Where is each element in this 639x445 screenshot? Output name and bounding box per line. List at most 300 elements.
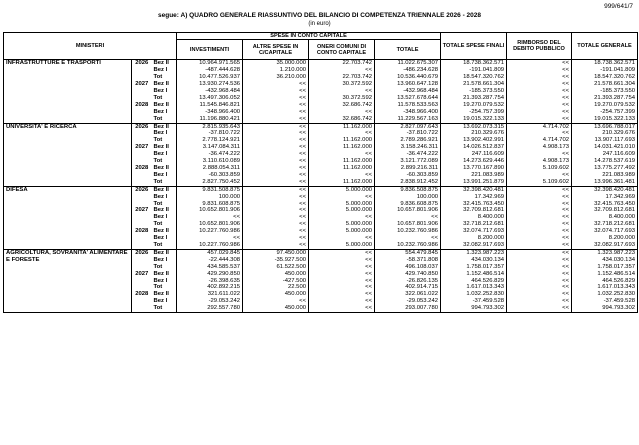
- value-cell: 1.210.000: [243, 67, 309, 74]
- value-cell: <<: [507, 214, 572, 221]
- value-cell: 5.109.602: [507, 179, 572, 186]
- value-cell: <<: [309, 298, 375, 305]
- header-ministeri: MINISTERI: [4, 33, 177, 60]
- value-cell: -432.968.484: [177, 88, 243, 95]
- value-cell: <<: [507, 221, 572, 228]
- value-cell: 10.227.760.986: [177, 242, 243, 249]
- value-cell: -427.500: [243, 278, 309, 285]
- value-cell: 1.152.486.514: [572, 271, 638, 278]
- header-totale: TOTALE: [375, 40, 441, 60]
- value-cell: 13.930.274.536: [177, 81, 243, 88]
- value-cell: <<: [309, 67, 375, 74]
- value-cell: 10.232.760.986: [375, 242, 441, 249]
- value-cell: 21.578.661.304: [441, 81, 507, 88]
- value-cell: 3.147.084.311: [177, 144, 243, 151]
- value-cell: <<: [243, 165, 309, 172]
- value-cell: <<: [243, 95, 309, 102]
- value-cell: <<: [507, 74, 572, 81]
- value-cell: 429.740.850: [375, 271, 441, 278]
- value-cell: 19.270.079.532: [572, 102, 638, 109]
- value-cell: 18.547.320.762: [572, 74, 638, 81]
- value-cell: 247.116.609: [441, 151, 507, 158]
- value-cell: 30.372.592: [309, 81, 375, 88]
- row-type: Tot: [152, 74, 177, 81]
- value-cell: 464.526.829: [441, 278, 507, 285]
- value-cell: 14.026.512.837: [441, 144, 507, 151]
- row-type: Tot: [152, 284, 177, 291]
- ministry-name: AGRICOLTURA, SOVRANITA' ALIMENTARE E FORESTE: [4, 249, 132, 312]
- value-cell: 61.522.500: [243, 264, 309, 271]
- value-cell: -35.927.500: [243, 257, 309, 264]
- value-cell: <<: [243, 123, 309, 130]
- value-cell: 450.000: [243, 271, 309, 278]
- ministry-name: UNIVERSITA' E RICERCA: [4, 123, 132, 186]
- row-type: Bez I: [152, 278, 177, 285]
- value-cell: <<: [243, 109, 309, 116]
- value-cell: 11.022.675.307: [375, 60, 441, 67]
- value-cell: <<: [507, 102, 572, 109]
- value-cell: 457.029.845: [177, 249, 243, 256]
- row-type: Bez I: [152, 172, 177, 179]
- value-cell: <<: [243, 102, 309, 109]
- value-cell: -36.474.222: [177, 151, 243, 158]
- year-cell: [132, 74, 152, 81]
- value-cell: 2.778.124.921: [177, 137, 243, 144]
- value-cell: 3.121.772.089: [375, 158, 441, 165]
- year-cell: [132, 257, 152, 264]
- year-cell: 2026: [135, 60, 149, 67]
- value-cell: 32.709.812.681: [441, 207, 507, 214]
- year-cell: 2027: [135, 270, 149, 277]
- header-investimenti: INVESTIMENTI: [177, 40, 243, 60]
- table-row: [4, 186, 638, 193]
- value-cell: 1.617.013.343: [441, 284, 507, 291]
- value-cell: <<: [243, 137, 309, 144]
- value-cell: -487.444.628: [177, 67, 243, 74]
- year-cell: [132, 298, 152, 305]
- value-cell: 13.996.361.481: [572, 179, 638, 186]
- value-cell: -348.966.400: [177, 109, 243, 116]
- row-type: Bez II: [152, 249, 177, 256]
- value-cell: -26.826.135: [375, 278, 441, 285]
- value-cell: 11.196.880.421: [177, 116, 243, 123]
- header-totale-spese-finali: TOTALE SPESE FINALI: [441, 33, 507, 60]
- value-cell: 32.074.717.693: [572, 228, 638, 235]
- value-cell: 22.703.742: [309, 74, 375, 81]
- value-cell: <<: [309, 194, 375, 201]
- value-cell: 100.000: [177, 194, 243, 201]
- value-cell: 9.831.608.875: [177, 201, 243, 208]
- value-cell: 5.000.000: [309, 201, 375, 208]
- year-cell: [132, 305, 152, 312]
- value-cell: <<: [309, 172, 375, 179]
- value-cell: -36.474.222: [375, 151, 441, 158]
- value-cell: 11.162.000: [309, 179, 375, 186]
- year-cell: 2027: [135, 207, 149, 214]
- value-cell: <<: [507, 298, 572, 305]
- value-cell: 2.827.750.452: [177, 179, 243, 186]
- table-row: [4, 60, 638, 67]
- value-cell: 8.400.000: [572, 214, 638, 221]
- value-cell: 10.536.440.679: [375, 74, 441, 81]
- value-cell: 21.393.287.754: [572, 95, 638, 102]
- header-totale-generale: TOTALE GENERALE: [572, 33, 638, 60]
- year-cell: [132, 158, 152, 165]
- year-cell: [132, 194, 152, 201]
- value-cell: 210.329.676: [572, 130, 638, 137]
- value-cell: 10.964.971.565: [177, 60, 243, 67]
- value-cell: 10.477.526.937: [177, 74, 243, 81]
- value-cell: 32.398.420.481: [572, 186, 638, 193]
- year-cell: 2026: [135, 186, 149, 193]
- value-cell: <<: [243, 214, 309, 221]
- value-cell: -37.810.722: [375, 130, 441, 137]
- value-cell: -348.966.400: [375, 109, 441, 116]
- value-cell: 1.758.017.357: [572, 264, 638, 271]
- value-cell: 32.718.212.681: [441, 221, 507, 228]
- row-type: Bez II: [152, 207, 177, 214]
- value-cell: <<: [309, 264, 375, 271]
- row-type: Bez I: [152, 109, 177, 116]
- value-cell: 22.703.742: [309, 60, 375, 67]
- value-cell: 3.110.610.089: [177, 158, 243, 165]
- year-cell: 2028: [135, 228, 149, 235]
- year-cell: [132, 235, 152, 242]
- value-cell: 4.908.173: [507, 144, 572, 151]
- year-cell: [132, 95, 152, 102]
- value-cell: 19.015.322.133: [572, 116, 638, 123]
- row-type: Bez II: [152, 271, 177, 278]
- value-cell: <<: [507, 271, 572, 278]
- value-cell: <<: [243, 298, 309, 305]
- value-cell: <<: [507, 257, 572, 264]
- value-cell: 2.899.216.311: [375, 165, 441, 172]
- value-cell: 14.273.629.446: [441, 158, 507, 165]
- value-cell: 32.082.917.693: [572, 242, 638, 249]
- value-cell: 1.032.252.830: [441, 291, 507, 298]
- value-cell: 10.232.760.986: [375, 228, 441, 235]
- value-cell: 434.030.134: [572, 257, 638, 264]
- value-cell: <<: [507, 172, 572, 179]
- year-cell: [132, 130, 152, 137]
- value-cell: <<: [507, 130, 572, 137]
- value-cell: <<: [507, 284, 572, 291]
- value-cell: <<: [507, 235, 572, 242]
- value-cell: <<: [309, 235, 375, 242]
- value-cell: -191.041.809: [441, 67, 507, 74]
- value-cell: <<: [243, 186, 309, 193]
- row-type: Bez I: [152, 298, 177, 305]
- header-oneri-comuni: ONERI COMUNI DI CONTO CAPITALE: [309, 40, 375, 60]
- row-type: Bez I: [152, 151, 177, 158]
- value-cell: 210.329.676: [441, 130, 507, 137]
- value-cell: 1.323.987.223: [572, 249, 638, 256]
- value-cell: 2.838.912.452: [375, 179, 441, 186]
- row-type: Bez II: [152, 186, 177, 193]
- value-cell: 496.108.037: [375, 264, 441, 271]
- value-cell: <<: [309, 88, 375, 95]
- value-cell: <<: [177, 235, 243, 242]
- value-cell: <<: [507, 278, 572, 285]
- value-cell: 13.692.073.315: [441, 123, 507, 130]
- value-cell: 32.415.763.450: [441, 201, 507, 208]
- table-row: [4, 249, 638, 256]
- title-text: segue: A) QUADRO GENERALE RIASSUNTIVO DEL BILANCIO DI COMPETENZA TRIENNALE 2026 - 2028: [158, 12, 481, 19]
- year-cell: [132, 109, 152, 116]
- value-cell: 13.775.277.492: [572, 165, 638, 172]
- value-cell: 434.030.134: [441, 257, 507, 264]
- value-cell: 221.083.989: [572, 172, 638, 179]
- value-cell: 247.116.609: [572, 151, 638, 158]
- value-cell: 13.907.117.693: [572, 137, 638, 144]
- value-cell: 1.617.013.343: [572, 284, 638, 291]
- value-cell: <<: [507, 116, 572, 123]
- value-cell: <<: [243, 179, 309, 186]
- value-cell: 11.162.000: [309, 158, 375, 165]
- value-cell: 10.657.801.906: [375, 207, 441, 214]
- value-cell: 18.738.362.571: [572, 60, 638, 67]
- value-cell: 18.547.320.762: [441, 74, 507, 81]
- value-cell: 32.686.742: [309, 116, 375, 123]
- value-cell: 9.836.608.875: [375, 201, 441, 208]
- value-cell: 2.827.097.643: [375, 123, 441, 130]
- value-cell: -26.398.635: [177, 278, 243, 285]
- year-cell: [132, 116, 152, 123]
- value-cell: 450.000: [243, 305, 309, 312]
- value-cell: 5.000.000: [309, 221, 375, 228]
- row-type: Bez II: [152, 102, 177, 109]
- value-cell: <<: [243, 88, 309, 95]
- year-cell: [132, 179, 152, 186]
- row-type: Bez II: [152, 291, 177, 298]
- value-cell: 32.718.212.681: [572, 221, 638, 228]
- value-cell: 2.888.054.311: [177, 165, 243, 172]
- value-cell: 13.696.788.017: [572, 123, 638, 130]
- row-type: Tot: [152, 221, 177, 228]
- value-cell: 8.200.000: [572, 235, 638, 242]
- value-cell: <<: [309, 291, 375, 298]
- value-cell: <<: [309, 214, 375, 221]
- value-cell: 5.109.602: [507, 165, 572, 172]
- value-cell: <<: [243, 194, 309, 201]
- value-cell: <<: [507, 109, 572, 116]
- value-cell: 9.831.508.875: [177, 186, 243, 193]
- year-cell: 2027: [135, 81, 149, 88]
- row-type: Tot: [152, 242, 177, 249]
- value-cell: 13.991.251.879: [441, 179, 507, 186]
- value-cell: <<: [243, 116, 309, 123]
- value-cell: <<: [243, 158, 309, 165]
- value-cell: 994.793.302: [441, 305, 507, 312]
- value-cell: <<: [243, 228, 309, 235]
- value-cell: -185.373.550: [441, 88, 507, 95]
- value-cell: -58.371.808: [375, 257, 441, 264]
- value-cell: <<: [309, 151, 375, 158]
- value-cell: 13.902.402.991: [441, 137, 507, 144]
- value-cell: <<: [309, 249, 375, 256]
- value-cell: -37.810.722: [177, 130, 243, 137]
- value-cell: <<: [507, 95, 572, 102]
- value-cell: 11.578.533.563: [375, 102, 441, 109]
- row-type: Tot: [152, 264, 177, 271]
- value-cell: <<: [309, 109, 375, 116]
- year-cell: 2026: [135, 123, 149, 130]
- value-cell: 4.714.702: [507, 137, 572, 144]
- value-cell: -37.459.528: [572, 298, 638, 305]
- value-cell: 32.074.717.693: [441, 228, 507, 235]
- row-type: Tot: [152, 179, 177, 186]
- value-cell: <<: [507, 207, 572, 214]
- value-cell: <<: [243, 207, 309, 214]
- value-cell: -60.303.859: [375, 172, 441, 179]
- value-cell: <<: [507, 242, 572, 249]
- value-cell: 10.227.760.986: [177, 228, 243, 235]
- row-type: Bez II: [152, 228, 177, 235]
- value-cell: 434.585.537: [177, 264, 243, 271]
- value-cell: <<: [507, 60, 572, 67]
- value-cell: 321.611.022: [177, 291, 243, 298]
- header-rimborso-debito: RIMBORSO DEL DEBITO PUBBLICO: [507, 33, 572, 60]
- value-cell: 429.290.850: [177, 271, 243, 278]
- value-cell: 292.557.780: [177, 305, 243, 312]
- value-cell: 994.793.302: [572, 305, 638, 312]
- year-cell: [132, 264, 152, 271]
- value-cell: 32.709.812.681: [572, 207, 638, 214]
- row-type: Bez I: [152, 88, 177, 95]
- row-type: Tot: [152, 158, 177, 165]
- value-cell: 17.342.969: [572, 194, 638, 201]
- year-cell: 2026: [135, 249, 149, 256]
- value-cell: 5.000.000: [309, 228, 375, 235]
- row-type: Tot: [152, 95, 177, 102]
- value-cell: <<: [243, 81, 309, 88]
- value-cell: 1.323.987.223: [441, 249, 507, 256]
- value-cell: 32.398.420.481: [441, 186, 507, 193]
- value-cell: <<: [507, 305, 572, 312]
- value-cell: 5.000.000: [309, 242, 375, 249]
- row-type: Bez I: [152, 67, 177, 74]
- value-cell: 8.200.000: [441, 235, 507, 242]
- value-cell: 36.210.000: [243, 74, 309, 81]
- title-subtitle: (in euro): [308, 21, 331, 27]
- value-cell: 322.061.022: [375, 291, 441, 298]
- value-cell: 2.815.935.643: [177, 123, 243, 130]
- value-cell: <<: [507, 291, 572, 298]
- value-cell: 30.372.592: [309, 95, 375, 102]
- value-cell: <<: [507, 81, 572, 88]
- value-cell: 2.789.286.921: [375, 137, 441, 144]
- value-cell: <<: [309, 257, 375, 264]
- value-cell: <<: [507, 88, 572, 95]
- value-cell: 11.545.846.821: [177, 102, 243, 109]
- year-cell: [132, 88, 152, 95]
- value-cell: 35.000.000: [243, 60, 309, 67]
- year-cell: 2028: [135, 101, 149, 108]
- value-cell: 11.162.000: [309, 123, 375, 130]
- value-cell: 5.000.000: [309, 207, 375, 214]
- year-cell: [132, 201, 152, 208]
- value-cell: 554.479.845: [375, 249, 441, 256]
- value-cell: <<: [507, 264, 572, 271]
- value-cell: -29.053.242: [375, 298, 441, 305]
- value-cell: 9.836.508.875: [375, 186, 441, 193]
- value-cell: 10.652.801.906: [177, 221, 243, 228]
- value-cell: <<: [309, 278, 375, 285]
- header-altre-spese: ALTRE SPESE IN C/CAPITALE: [243, 40, 309, 60]
- year-cell: [132, 137, 152, 144]
- value-cell: -37.459.528: [441, 298, 507, 305]
- year-cell: 2028: [135, 165, 149, 171]
- row-type: Tot: [152, 137, 177, 144]
- value-cell: 1.032.252.830: [572, 291, 638, 298]
- row-type: Bez I: [152, 235, 177, 242]
- value-cell: <<: [507, 228, 572, 235]
- value-cell: 19.270.079.532: [441, 102, 507, 109]
- value-cell: -29.053.242: [177, 298, 243, 305]
- value-cell: 13.527.678.644: [375, 95, 441, 102]
- value-cell: <<: [243, 235, 309, 242]
- value-cell: <<: [243, 201, 309, 208]
- value-cell: 464.526.829: [572, 278, 638, 285]
- value-cell: <<: [177, 214, 243, 221]
- value-cell: 22.500: [243, 284, 309, 291]
- budget-table: [3, 32, 638, 313]
- value-cell: 32.415.763.450: [572, 201, 638, 208]
- value-cell: 10.652.801.906: [177, 207, 243, 214]
- value-cell: -486.234.628: [375, 67, 441, 74]
- row-type: Bez I: [152, 194, 177, 201]
- value-cell: -60.303.859: [177, 172, 243, 179]
- value-cell: 5.000.000: [309, 186, 375, 193]
- value-cell: 17.342.969: [441, 194, 507, 201]
- value-cell: 402.914.715: [375, 284, 441, 291]
- value-cell: 293.007.780: [375, 305, 441, 312]
- value-cell: <<: [375, 235, 441, 242]
- value-cell: 19.015.322.133: [441, 116, 507, 123]
- value-cell: 402.892.215: [177, 284, 243, 291]
- row-type: Bez I: [152, 130, 177, 137]
- year-cell: [132, 221, 152, 228]
- row-type: Tot: [152, 116, 177, 123]
- value-cell: -185.373.550: [572, 88, 638, 95]
- value-cell: 10.657.801.906: [375, 221, 441, 228]
- value-cell: 100.000: [375, 194, 441, 201]
- value-cell: 18.738.362.571: [441, 60, 507, 67]
- value-cell: -254.757.399: [572, 109, 638, 116]
- year-cell: 2028: [135, 291, 149, 298]
- value-cell: <<: [243, 172, 309, 179]
- value-cell: <<: [375, 214, 441, 221]
- value-cell: 13.770.167.890: [441, 165, 507, 172]
- year-cell: [132, 278, 152, 285]
- value-cell: 4.908.173: [507, 158, 572, 165]
- value-cell: <<: [309, 130, 375, 137]
- ministry-name: DIFESA: [4, 186, 132, 249]
- value-cell: 32.686.742: [309, 102, 375, 109]
- value-cell: <<: [507, 194, 572, 201]
- row-type: Bez II: [152, 165, 177, 172]
- value-cell: 3.158.246.311: [375, 144, 441, 151]
- row-type: Bez I: [152, 257, 177, 264]
- value-cell: <<: [309, 271, 375, 278]
- value-cell: 13.497.306.052: [177, 95, 243, 102]
- value-cell: <<: [507, 67, 572, 74]
- value-cell: 1.758.017.357: [441, 264, 507, 271]
- row-type: Tot: [152, 201, 177, 208]
- value-cell: 11.229.567.163: [375, 116, 441, 123]
- year-cell: 2027: [135, 144, 149, 151]
- year-cell: [132, 67, 152, 74]
